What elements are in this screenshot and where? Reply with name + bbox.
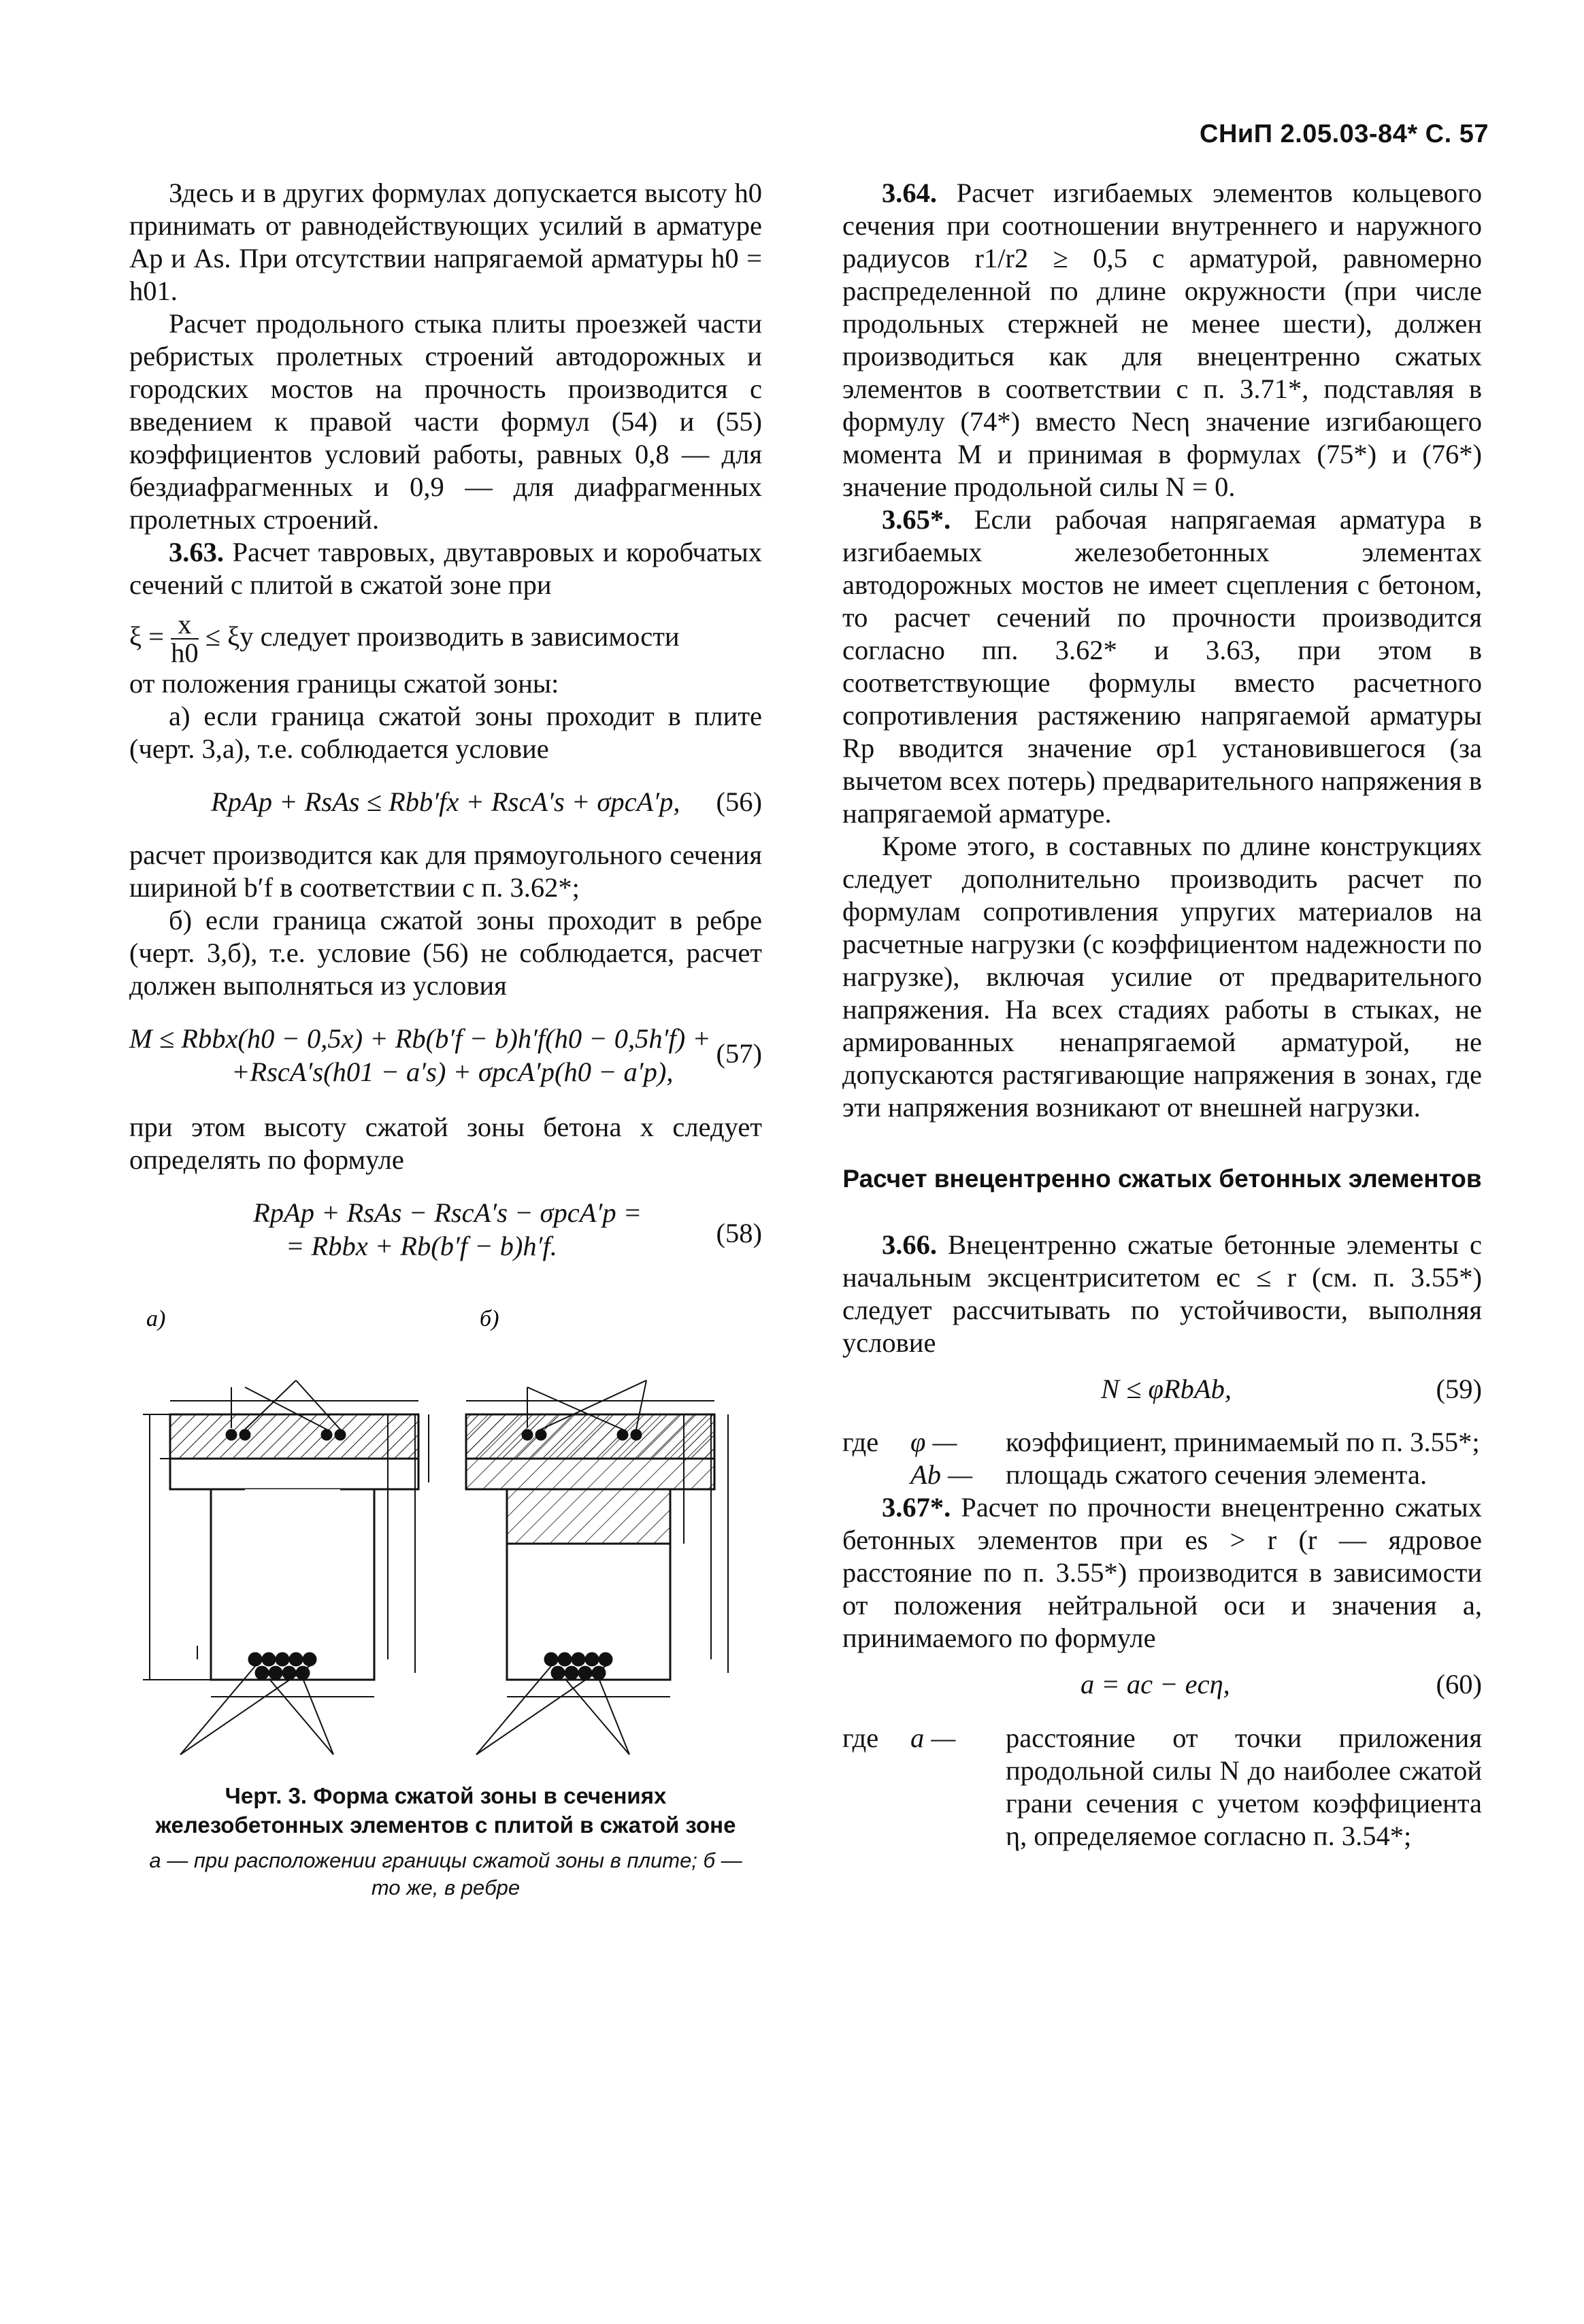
equation-number: (57)	[716, 1038, 762, 1069]
where-symbol: a —	[910, 1722, 956, 1753]
equation-number: (58)	[716, 1218, 762, 1249]
equation-58	[129, 1197, 762, 1272]
paragraph-3-67	[842, 1491, 1482, 1655]
paragraph-text: Расчет по прочности внецентренно сжатых бетонных элементов при es > r (r — ядровое расстояние по п. 3.55*) производится в зависимости от положения нейтральной оси и значения a, принимаемого по формуле	[842, 1492, 1483, 1654]
right-column	[842, 177, 1482, 1853]
figure-3	[129, 1306, 762, 1911]
paragraph-text: Расчет изгибаемых элементов кольцевого сечения при соотношении внутреннего и наружного радиусов r1/r2 ≥ 0,5 с арматурой, равномерно распределенной по длине окружности (при числе продольных стержней не менее шести), должен производиться как для внецентренно сжатых элементов в соответствии с п. 3.71*, подставляя в формулу (74*) вместо Necη значение изгибающего момента M и принимая в формулах (75*) и (76*) значение продольной силы N = 0.	[842, 178, 1482, 502]
equation-line: = Rbbx + Rb(b′f − b)h′f.	[286, 1230, 557, 1261]
equation-text: N ≤ φRbAb,	[1101, 1373, 1232, 1404]
section-number: 3.65*.	[882, 503, 951, 535]
section-number: 3.63.	[169, 536, 224, 567]
equation-number: (59)	[1436, 1373, 1482, 1404]
where-text: расстояние от точки приложения продольной силы N до наиболее сжатой грани сечения с учетом коэффициента η, определяемое согласно п. 3.54*;	[1006, 1722, 1482, 1851]
xi-numerator: x	[171, 611, 199, 640]
left-column	[129, 177, 762, 1911]
paragraph-3-63	[129, 536, 762, 601]
equation-text: RpAp + RsAs ≤ Rbb′fx + RscA′s + σpcA′p,	[211, 786, 680, 817]
equation-number: (60)	[1436, 1669, 1482, 1700]
xi-denominator: h0	[171, 637, 199, 669]
equation-text: a = ac − ecη,	[1080, 1669, 1230, 1700]
xi-lhs: ξ =	[129, 620, 165, 652]
where-symbol: φ —	[910, 1427, 957, 1458]
equation-56	[211, 786, 762, 819]
equation-57	[129, 1023, 762, 1091]
paragraph-3-64	[842, 177, 1482, 503]
where-symbol: Ab —	[910, 1459, 973, 1491]
paragraph: при этом высоту сжатой зоны бетона x следует определять по формуле	[129, 1112, 762, 1176]
paragraph: б) если граница сжатой зоны проходит в ребре (черт. 3,б), т.е. условие (56) не соблюдается, расчет должен выполняться из условия	[129, 905, 762, 1001]
caption-text: а — при расположении границы сжатой зоны в плите; б — то же, в ребре	[149, 1848, 742, 1900]
paragraph: а) если граница сжатой зоны проходит в плите (черт. 3,а), т.е. соблюдается условие	[129, 700, 762, 764]
xi-condition	[129, 608, 762, 669]
where-item	[842, 1459, 1482, 1491]
paragraph-3-66	[842, 1229, 1482, 1359]
where-item	[842, 1722, 1482, 1853]
page-header: СНиП 2.05.03-84* С. 57	[1200, 120, 1489, 148]
where-label: где	[842, 1427, 879, 1458]
paragraph: расчет производится как для прямоугольного сечения шириной b′f в соответствии с п. 3.62*;	[129, 840, 762, 903]
paragraph-text: Внецентренно сжатые бетонные элементы с начальным эксцентриситетом ec ≤ r (см. п. 3.55*) следует рассчитывать по устойчивости, выполняя условие	[842, 1229, 1482, 1358]
section-heading: Расчет внецентренно сжатых бетонных элементов	[842, 1164, 1482, 1193]
section-number: 3.64.	[882, 178, 937, 208]
equation-number: (56)	[716, 786, 762, 817]
equation-59	[1101, 1373, 1482, 1406]
caption-title: Черт. 3. Форма сжатой зоны в сечениях железобетонных элементов с плитой в сжатой зоне	[155, 1783, 736, 1838]
figure-label-b: б)	[480, 1306, 499, 1332]
where-label: где	[842, 1722, 879, 1753]
paragraph: от положения границы сжатой зоны:	[129, 667, 559, 699]
section-b	[466, 1380, 728, 1755]
equation-line: +RscA′s(h01 − a′s) + σpcA′p(h0 − a′p),	[231, 1056, 674, 1087]
paragraph: Расчет продольного стыка плиты проезжей части ребристых пролетных строений автодорожных и городских мостов на прочность производится с введением к правой части формул (54) и (55) коэффициентов условий работы, равных 0,8 — для бездиафрагменных и 0,9 — для диафрагменных пролетных строений.	[129, 308, 762, 535]
paragraph-3-65	[842, 503, 1482, 830]
paragraph-text: Если рабочая напрягаемая арматура в изгибаемых железобетонных элементах автодорожных мостов не имеет сцепления с бетоном, то расчет сечений по прочности производится согласно пп. 3.62* и 3.63, при этом в соответствующие формулы вместо расчетного сопротивления растяжению напрягаемой арматуры Rp вводится значение σp1 установившегося (за вычетом всех потерь) предварительного напряжения в напрягаемой арматуре.	[842, 503, 1483, 829]
where-item	[842, 1426, 1482, 1459]
xi-fraction	[171, 608, 199, 669]
equation-line: RpAp + RsAs − RscA′s − σpcA′p =	[253, 1197, 642, 1229]
figure-label-a: а)	[146, 1306, 166, 1332]
section-number: 3.67*.	[882, 1492, 951, 1523]
figure-caption	[129, 1782, 762, 1902]
section-a	[143, 1380, 429, 1755]
where-text: площадь сжатого сечения элемента.	[1006, 1459, 1428, 1491]
xi-rhs: ≤ ξy следует производить в зависимости	[205, 620, 680, 652]
paragraph: Здесь и в других формулах допускается высоту h0 принимать от равнодействующих усилий в арматуре Ap и As. При отсутствии напрягаемой арматуры h0 = h01.	[129, 178, 762, 306]
equation-line: M ≤ Rbbx(h0 − 0,5x) + Rb(b′f − b)h′f(h0 − 0,5h′f) +	[129, 1023, 711, 1055]
section-number: 3.66.	[882, 1229, 937, 1260]
paragraph: Кроме этого, в составных по длине конструкциях следует дополнительно производить расчет по формулам сопротивления упругих материалов на расчетные нагрузки (с коэффициентом надежности по нагрузке), включая усилие от предварительного напряжения. На всех стадиях работы в стыках, не армированных ненапрягаемой арматурой, не допускаются растягивающие напряжения в зонах, где эти напряжения возникают от внешней нагрузки.	[842, 830, 1482, 1123]
where-text: коэффициент, принимаемый по п. 3.55*;	[1006, 1427, 1480, 1458]
equation-60	[1080, 1668, 1482, 1702]
paragraph-text: Расчет тавровых, двутавровых и коробчатых сечений с плитой в сжатой зоне при	[129, 536, 762, 600]
